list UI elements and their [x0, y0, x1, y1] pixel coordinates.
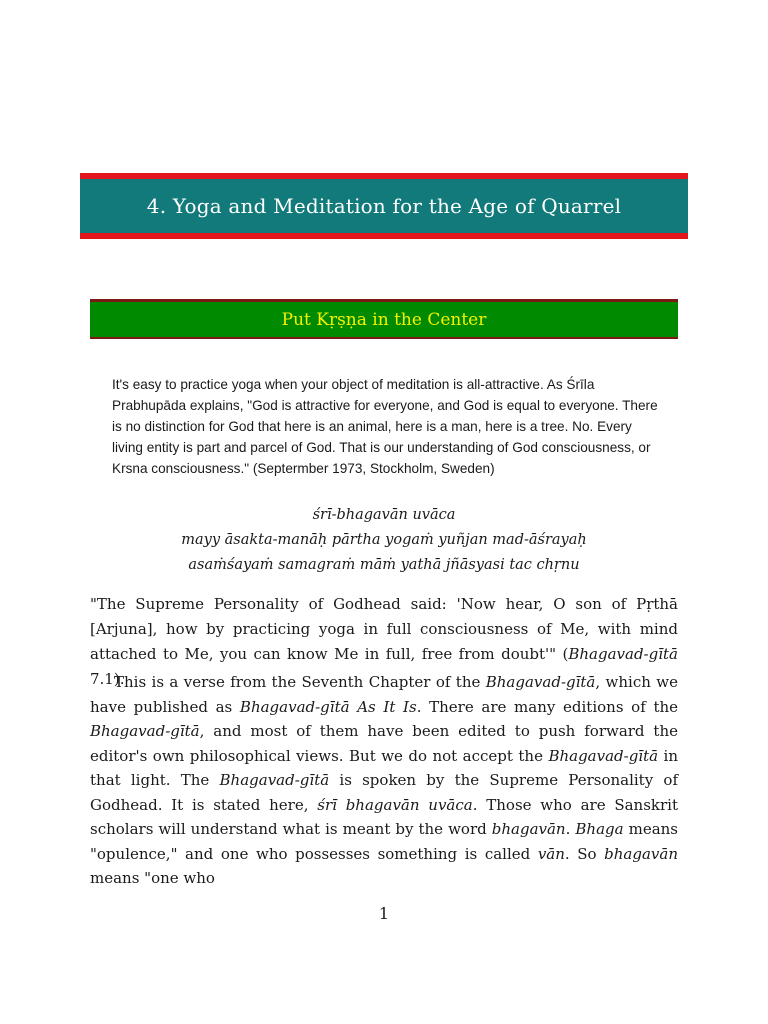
sanskrit-verse	[90, 503, 678, 578]
text-run: is spoken by the Supreme Personality of Godhead. It is stated here,	[90, 771, 678, 814]
sanskrit-term: vān	[537, 844, 565, 863]
sanskrit-term: bhagavān	[604, 844, 678, 863]
book-title: Bhagavad-gītā As It Is	[239, 697, 417, 716]
text-run: . Those who are Sanskrit scholars will understand what is meant by the word	[90, 795, 678, 838]
text-run: , and most of them have been edited to push forward the editor's own philosophical views. But we do not accept the	[90, 722, 678, 765]
sanskrit-term: śrī bhagavān uvāca	[317, 795, 473, 814]
verse-line: mayy āsakta-manāḥ pārtha yogaṁ yuñjan mad-āśrayaḥ	[181, 532, 587, 548]
text-run: means "one who	[90, 869, 215, 887]
text-run: This is a verse from the Seventh Chapter of the	[114, 673, 486, 691]
page-number: 1	[378, 904, 390, 923]
translation-ref-verse: 7.1).	[90, 670, 125, 688]
translation-text: "The Supreme Personality of Godhead said: 'Now hear, O son of Pṛthā [Arjuna], how by practicing yoga in full consciousness of Me, with mind attached to Me, you can know Me in full, free from doubt'" (	[90, 595, 678, 663]
verse-line: śrī-bhagavān uvāca	[312, 507, 456, 523]
sanskrit-term: bhagavān	[491, 820, 566, 838]
verse-line: asaṁśayaṁ samagraṁ māṁ yathā jñāsyasi tac chṛnu	[188, 557, 580, 573]
text-run: . There are many editions of the	[416, 697, 679, 716]
chapter-banner	[80, 173, 688, 239]
section-title: Put Kṛṣṇa in the Center	[281, 309, 487, 330]
text-run: .	[565, 820, 576, 838]
chapter-title: 4. Yoga and Meditation for the Age of Quarrel	[146, 194, 622, 218]
book-title: Bhagavad-gītā	[485, 673, 596, 691]
text-run: means "opulence," and one who possesses something is called	[90, 820, 678, 863]
book-title: Bhagavad-gītā	[90, 722, 200, 740]
book-title: Bhagavad-gītā	[548, 746, 659, 765]
text-run: . So	[564, 844, 605, 863]
sanskrit-term: Bhaga	[575, 820, 624, 838]
intro-quote: It's easy to practice yoga when your object of meditation is all-attractive. As Śrīla Prabhupāda explains, "God is attractive for everyone, and God is equal to everyone. There is no distinction for God that here is an animal, here is a man, here is a tree. No. Every living entity is part and parcel of God. That is our understanding of God consciousness, or Krsna consciousness." (Septermber 1973, Stockholm, Sweden)	[112, 377, 658, 476]
translation-ref-title: Bhagavad-gītā	[568, 645, 678, 663]
book-title: Bhagavad-gītā	[219, 771, 330, 789]
body-paragraph	[90, 670, 678, 891]
section-banner	[90, 299, 678, 339]
text-run: in that light. The	[90, 746, 679, 789]
text-run: , which we have published as	[90, 673, 678, 716]
